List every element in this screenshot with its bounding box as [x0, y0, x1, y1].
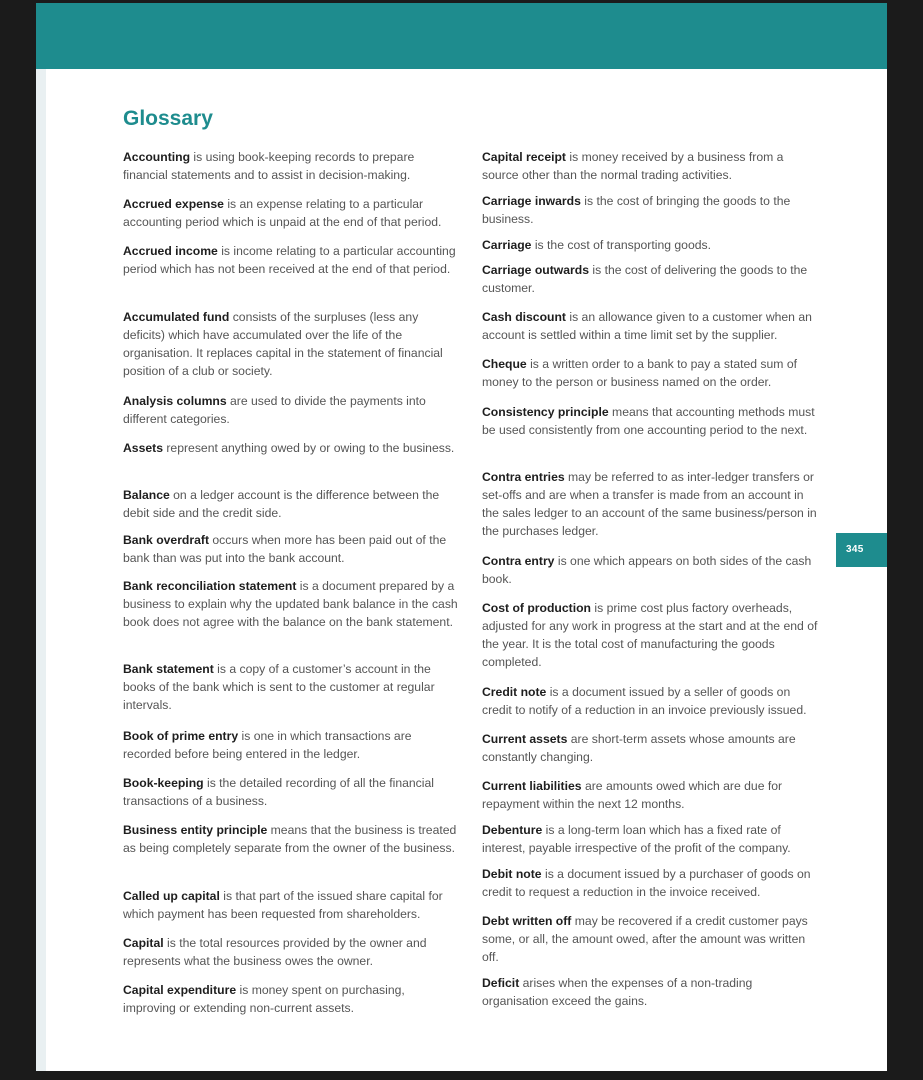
- glossary-definition: are used to divide the payments into different categories.: [123, 394, 426, 426]
- glossary-definition: is using book-keeping records to prepare financial statements and to assist in decision-making.: [123, 150, 415, 182]
- glossary-entry: [482, 308, 822, 344]
- glossary-entry: [123, 660, 461, 714]
- glossary-entry: [123, 148, 461, 184]
- glossary-entry: [482, 974, 822, 1010]
- glossary-entry: [482, 236, 822, 254]
- glossary-entry: [123, 887, 461, 923]
- glossary-entry: [123, 392, 461, 428]
- glossary-definition: is a document issued by a purchaser of goods on credit to request a reduction in the invoice received.: [482, 867, 811, 899]
- glossary-definition: is the cost of transporting goods.: [534, 238, 711, 252]
- glossary-entry: [482, 912, 822, 966]
- glossary-entry: [482, 355, 822, 391]
- glossary-entry: [123, 577, 461, 631]
- glossary-entry: [482, 148, 822, 184]
- left-margin-bar: [36, 69, 46, 1071]
- glossary-term: Accrued expense: [123, 197, 224, 211]
- glossary-definition: is a document prepared by a business to explain why the updated bank balance in the cash book does not agree with the balance on the bank statement.: [123, 579, 458, 629]
- glossary-term: Debenture: [482, 823, 543, 837]
- glossary-term: Accumulated fund: [123, 310, 230, 324]
- glossary-definition: is money received by a business from a source other than the normal trading activities.: [482, 150, 784, 182]
- glossary-definition: is the cost of delivering the goods to the customer.: [482, 263, 808, 295]
- glossary-definition: occurs when more has been paid out of the bank than was put into the bank account.: [123, 533, 447, 565]
- glossary-entry: [123, 486, 461, 522]
- glossary-term: Analysis columns: [123, 394, 227, 408]
- glossary-definition: is that part of the issued share capital for which payment has been requested from shareholders.: [123, 889, 443, 921]
- glossary-entry: [123, 439, 461, 457]
- glossary-entry: [482, 192, 822, 228]
- glossary-entry: [482, 599, 822, 671]
- glossary-term: Assets: [123, 441, 163, 455]
- glossary-entry: [123, 934, 461, 970]
- glossary-term: Capital receipt: [482, 150, 566, 164]
- glossary-entry: [123, 821, 461, 857]
- glossary-term: Capital expenditure: [123, 983, 237, 997]
- glossary-term: Deficit: [482, 976, 520, 990]
- glossary-entry: [123, 242, 461, 278]
- glossary-definition: is the total resources provided by the owner and represents what the business owes the owner.: [123, 936, 427, 968]
- page-title: Glossary: [123, 107, 213, 130]
- glossary-definition: consists of the surpluses (less any deficits) which have accumulated over the life of the organisation. It replaces capital in the statement of financial position of a club or society.: [123, 310, 443, 378]
- glossary-entry: [482, 865, 822, 901]
- glossary-entry: [123, 727, 461, 763]
- glossary-term: Accrued income: [123, 244, 218, 258]
- glossary-definition: is one in which transactions are recorded before being entered in the ledger.: [123, 729, 412, 761]
- glossary-definition: is an allowance given to a customer when an account is settled within a time limit set by the supplier.: [482, 310, 812, 342]
- glossary-definition: may be recovered if a credit customer pays some, or all, the amount owed, after the amount was written off.: [482, 914, 808, 964]
- glossary-term: Business entity principle: [123, 823, 268, 837]
- glossary-term: Debit note: [482, 867, 542, 881]
- glossary-definition: means that accounting methods must be used consistently from one accounting period to the next.: [482, 405, 815, 437]
- glossary-term: Cheque: [482, 357, 527, 371]
- glossary-term: Bank reconciliation statement: [123, 579, 297, 593]
- glossary-definition: may be referred to as inter-ledger transfers or set-offs and are when a transfer is made from an account in the sales ledger to an account of the same business/person in the purchases ledger.: [482, 470, 817, 538]
- glossary-entry: [123, 308, 461, 380]
- glossary-term: Cash discount: [482, 310, 566, 324]
- glossary-term: Carriage outwards: [482, 263, 590, 277]
- glossary-definition: on a ledger account is the difference between the debit side and the credit side.: [123, 488, 440, 520]
- glossary-definition: is an expense relating to a particular accounting period which is unpaid at the end of that period.: [123, 197, 442, 229]
- glossary-entry: [482, 552, 822, 588]
- glossary-entry: [123, 981, 461, 1017]
- glossary-definition: is the cost of bringing the goods to the business.: [482, 194, 791, 226]
- glossary-entry: [482, 821, 822, 857]
- page-number-tab: 345: [836, 533, 887, 567]
- glossary-term: Consistency principle: [482, 405, 609, 419]
- glossary-term: Capital: [123, 936, 164, 950]
- glossary-entry: [482, 730, 822, 766]
- glossary-definition: are amounts owed which are due for repayment within the next 12 months.: [482, 779, 783, 811]
- glossary-term: Carriage inwards: [482, 194, 581, 208]
- glossary-definition: is a written order to a bank to pay a stated sum of money to the person or business named on the order.: [482, 357, 798, 389]
- glossary-term: Contra entries: [482, 470, 565, 484]
- glossary-term: Current liabilities: [482, 779, 582, 793]
- glossary-definition: are short-term assets whose amounts are constantly changing.: [482, 732, 796, 764]
- glossary-entry: [123, 531, 461, 567]
- glossary-definition: is the detailed recording of all the financial transactions of a business.: [123, 776, 434, 808]
- glossary-definition: represent anything owed by or owing to the business.: [166, 441, 455, 455]
- glossary-definition: is a copy of a customer’s account in the books of the bank which is sent to the customer at regular intervals.: [123, 662, 435, 712]
- glossary-definition: arises when the expenses of a non-trading organisation exceed the gains.: [482, 976, 753, 1008]
- glossary-term: Cost of production: [482, 601, 591, 615]
- glossary-term: Bank overdraft: [123, 533, 210, 547]
- glossary-term: Credit note: [482, 685, 547, 699]
- glossary-entry: [482, 777, 822, 813]
- glossary-entry: [123, 195, 461, 231]
- glossary-entry: [482, 683, 822, 719]
- glossary-term: Balance: [123, 488, 170, 502]
- glossary-term: Debt written off: [482, 914, 572, 928]
- glossary-term: Carriage: [482, 238, 532, 252]
- glossary-term: Book of prime entry: [123, 729, 239, 743]
- glossary-definition: is income relating to a particular accounting period which has not been received at the end of that period.: [123, 244, 456, 276]
- glossary-term: Called up capital: [123, 889, 220, 903]
- header-band: [36, 3, 887, 69]
- glossary-term: Book-keeping: [123, 776, 204, 790]
- glossary-entry: [482, 261, 822, 297]
- glossary-definition: is prime cost plus factory overheads, adjusted for any work in progress at the start and at the end of the year. It is the total cost of manufacturing the goods completed.: [482, 601, 818, 669]
- glossary-definition: means that the business is treated as being completely separate from the owner of the business.: [123, 823, 457, 855]
- glossary-definition: is a long-term loan which has a fixed rate of interest, payable irrespective of the profit of the company.: [482, 823, 791, 855]
- glossary-term: Contra entry: [482, 554, 555, 568]
- glossary-term: Bank statement: [123, 662, 214, 676]
- glossary-entry: [123, 774, 461, 810]
- glossary-entry: [482, 468, 822, 540]
- glossary-entry: [482, 403, 822, 439]
- glossary-definition: is money spent on purchasing, improving or extending non-current assets.: [123, 983, 405, 1015]
- glossary-definition: is one which appears on both sides of the cash book.: [482, 554, 812, 586]
- glossary-term: Accounting: [123, 150, 191, 164]
- glossary-definition: is a document issued by a seller of goods on credit to notify of a reduction in an invoice previously issued.: [482, 685, 807, 717]
- glossary-term: Current assets: [482, 732, 568, 746]
- glossary-page: [36, 3, 887, 1071]
